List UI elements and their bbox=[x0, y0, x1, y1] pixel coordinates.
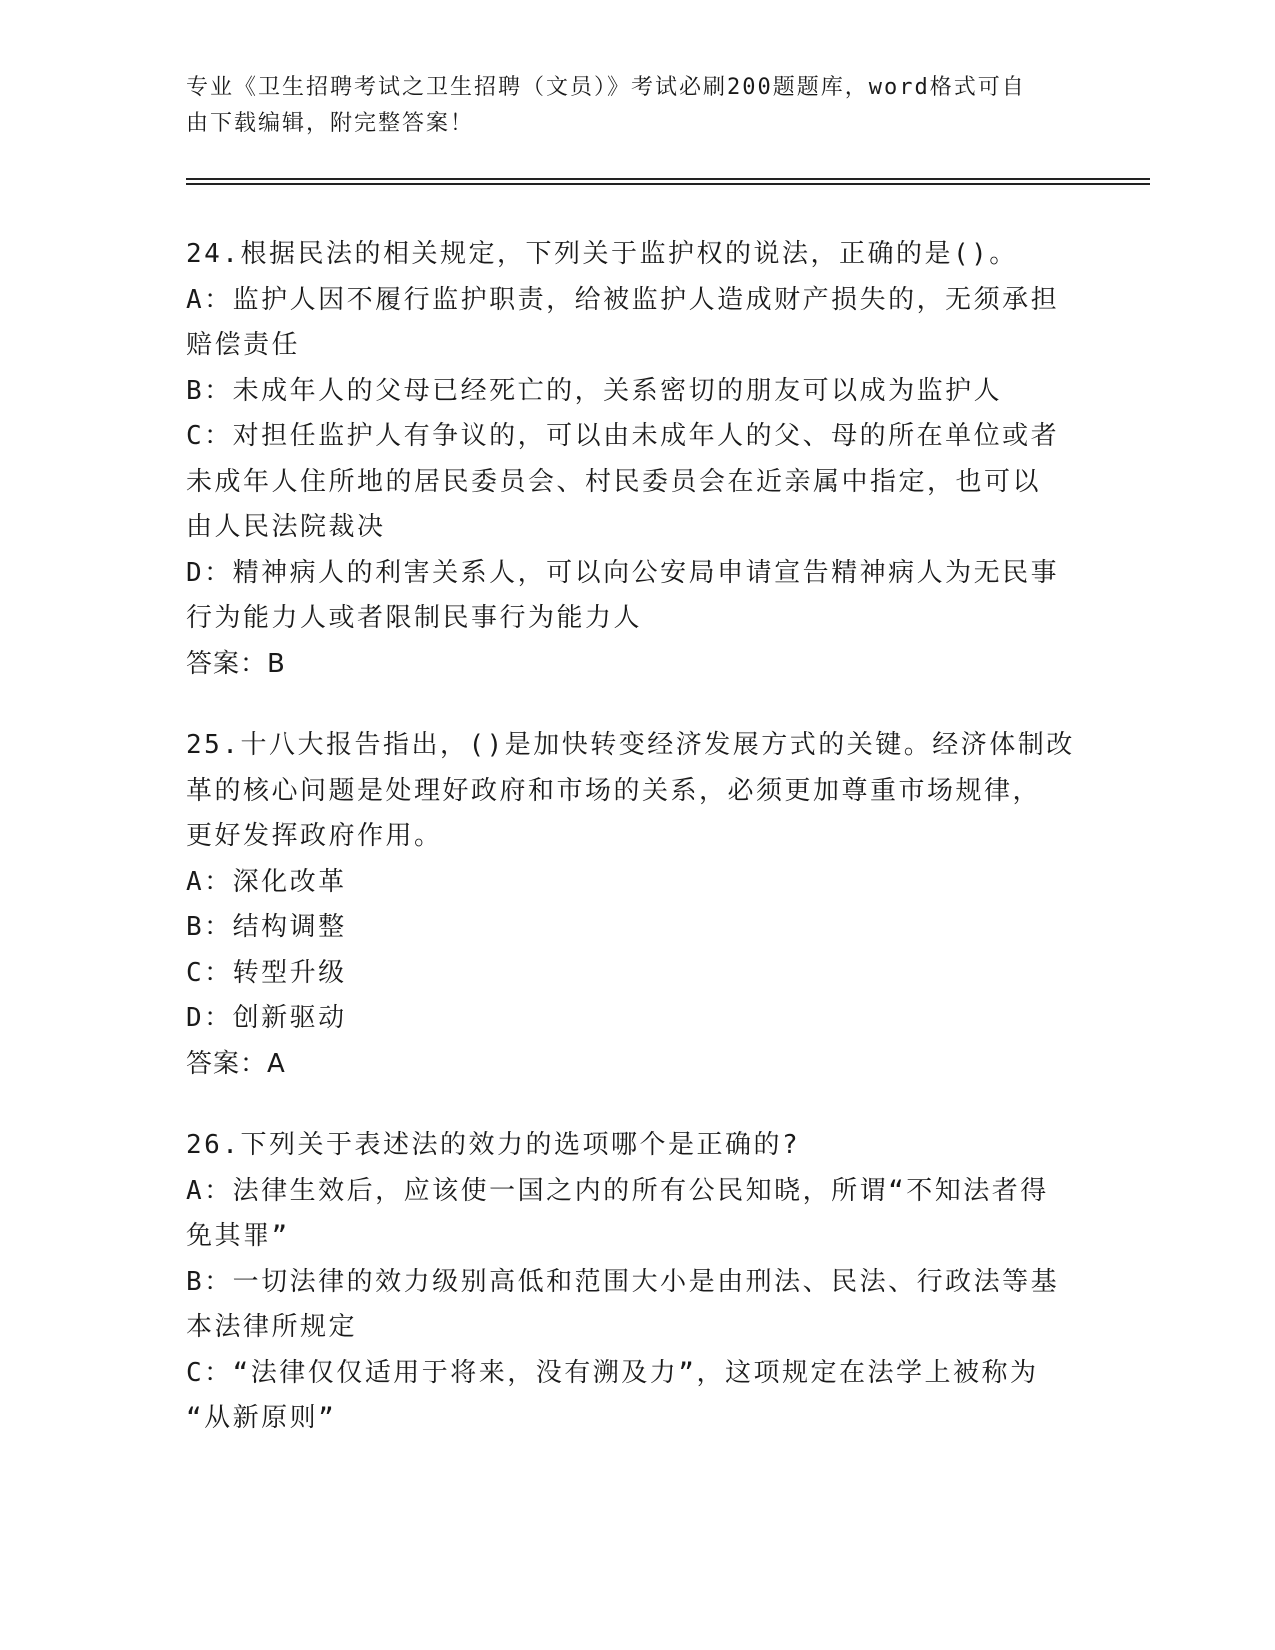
question-block bbox=[186, 723, 1086, 1087]
answer-key: 答案：B bbox=[186, 648, 286, 679]
answer-option bbox=[186, 551, 1086, 642]
answer-option bbox=[186, 1169, 1086, 1260]
option-line: A：法律生效后，应该使一国之内的所有公民知晓，所谓“不知法者得 bbox=[186, 1175, 1049, 1206]
answer-option bbox=[186, 860, 1086, 906]
option-line: A：深化改革 bbox=[186, 866, 347, 897]
question-stem-line: 更好发挥政府作用。 bbox=[186, 821, 443, 851]
question-block bbox=[186, 1123, 1086, 1442]
answer-option bbox=[186, 414, 1086, 551]
answer-option bbox=[186, 951, 1086, 997]
answer-option bbox=[186, 369, 1086, 415]
question-stem-line: 革的核心问题是处理好政府和市场的关系，必须更加尊重市场规律， bbox=[186, 775, 1042, 806]
question-stem-line: 25.十八大报告指出，()是加快转变经济发展方式的关键。经济体制改 bbox=[186, 730, 1075, 760]
option-line: B：未成年人的父母已经死亡的，关系密切的朋友可以成为监护人 bbox=[186, 375, 1003, 406]
header-line-2: 由下载编辑，附完整答案！ bbox=[186, 111, 475, 136]
option-line: B：一切法律的效力级别高低和范围大小是由刑法、民法、行政法等基 bbox=[186, 1266, 1060, 1297]
option-line: A：监护人因不履行监护职责，给被监护人造成财产损失的，无须承担 bbox=[186, 284, 1060, 315]
document-header bbox=[186, 70, 1066, 142]
option-line: C：对担任监护人有争议的，可以由未成年人的父、母的所在单位或者 bbox=[186, 421, 1060, 451]
answer-option bbox=[186, 1260, 1086, 1351]
option-line: 本法律所规定 bbox=[186, 1312, 358, 1342]
answer-key: 答案：A bbox=[186, 1048, 286, 1079]
header-rule-bottom bbox=[186, 183, 1150, 185]
option-line: D：精神病人的利害关系人，可以向公安局申请宣告精神病人为无民事 bbox=[186, 557, 1060, 588]
option-line: C：转型升级 bbox=[186, 957, 347, 988]
option-line: 行为能力人或者限制民事行为能力人 bbox=[186, 603, 643, 633]
answer-option bbox=[186, 278, 1086, 369]
header-rule-top bbox=[186, 178, 1150, 180]
answer-option bbox=[186, 996, 1086, 1042]
option-line: 未成年人住所地的居民委员会、村民委员会在近亲属中指定，也可以 bbox=[186, 466, 1042, 497]
question-block bbox=[186, 232, 1086, 687]
option-line: D：创新驱动 bbox=[186, 1003, 347, 1033]
option-line: 赔偿责任 bbox=[186, 330, 301, 360]
question-stem-line: 24.根据民法的相关规定，下列关于监护权的说法，正确的是()。 bbox=[186, 239, 1018, 269]
option-line: B：结构调整 bbox=[186, 912, 347, 942]
option-line: 由人民法院裁决 bbox=[186, 512, 386, 542]
answer-option bbox=[186, 1351, 1086, 1442]
answer-option bbox=[186, 905, 1086, 951]
option-line: 免其罪” bbox=[186, 1221, 290, 1251]
option-line: “从新原则” bbox=[186, 1403, 337, 1433]
question-stem-line: 26.下列关于表述法的效力的选项哪个是正确的? bbox=[186, 1130, 801, 1160]
header-line-1: 专业《卫生招聘考试之卫生招聘（文员）》考试必刷200题题库，word格式可自 bbox=[186, 75, 1026, 100]
option-line: C：“法律仅仅适用于将来，没有溯及力”，这项规定在法学上被称为 bbox=[186, 1357, 1039, 1388]
question-list bbox=[186, 232, 1086, 1478]
